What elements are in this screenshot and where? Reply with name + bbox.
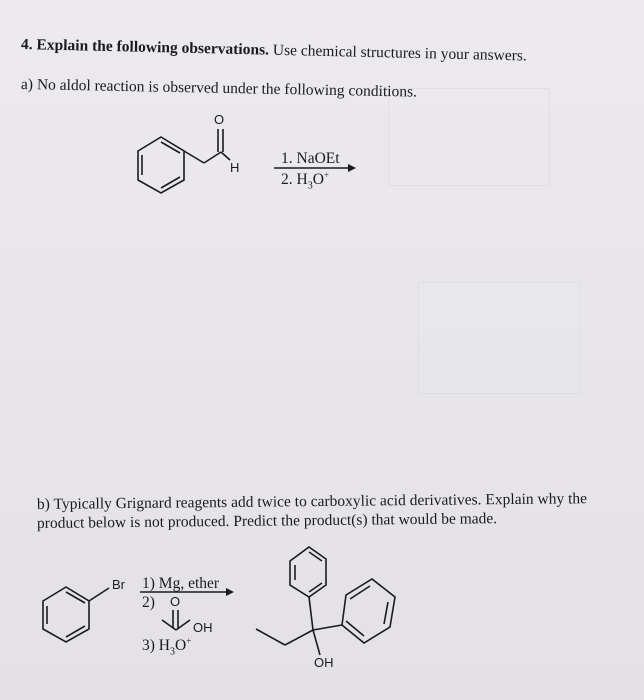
part-a-label: a): [20, 76, 34, 94]
part-b-label: b): [36, 495, 51, 513]
part-b-line-2: product below is not produced. Predict the product(s) that would be made.: [36, 510, 498, 532]
ring-double-bond: [309, 583, 322, 592]
atom-o: O: [214, 112, 225, 127]
grignard-step-1: 1) Mg, ether: [142, 575, 220, 592]
ring-double-bond: [350, 586, 370, 599]
question-title: Explain the following observations.: [36, 36, 270, 59]
c-oh-bond: [313, 630, 320, 655]
acid-atom-o: O: [170, 594, 181, 609]
ethyl-bond: [256, 629, 285, 645]
acid-bond: [162, 620, 176, 630]
atom-br: Br: [112, 577, 125, 592]
central-bond: [313, 625, 342, 630]
reagent-step-2: 2. $H_3O^+$: [281, 170, 329, 192]
atom-h: H: [230, 160, 240, 175]
reaction-arrowhead: [226, 588, 234, 596]
ring-double-bond: [346, 621, 364, 636]
question-instruction: Use chemical structures in your answers.: [272, 41, 527, 65]
c-br-bond: [89, 588, 109, 601]
product-atom-oh: OH: [314, 655, 334, 670]
ring-double-bond: [309, 552, 322, 561]
central-bond: [309, 597, 313, 630]
part-a-text: No aldol reaction is observed under the following conditions.: [36, 76, 418, 101]
question-number: 4.: [20, 36, 33, 54]
bromobenzene-ring: [43, 587, 89, 642]
part-b-text-1: Typically Grignard reagents add twice to carboxylic acid derivatives. Explain why the: [53, 490, 588, 513]
reagent-step-1: 1. NaOEt: [281, 150, 340, 167]
ethyl-bond: [285, 630, 313, 645]
ring-double-bond: [66, 626, 85, 637]
acid-atom-oh: OH: [193, 620, 213, 635]
ring-double-bond: [384, 602, 388, 624]
grignard-step-3: 3) $H_3O^+$: [142, 636, 192, 658]
grignard-step-2: 2): [142, 594, 155, 611]
